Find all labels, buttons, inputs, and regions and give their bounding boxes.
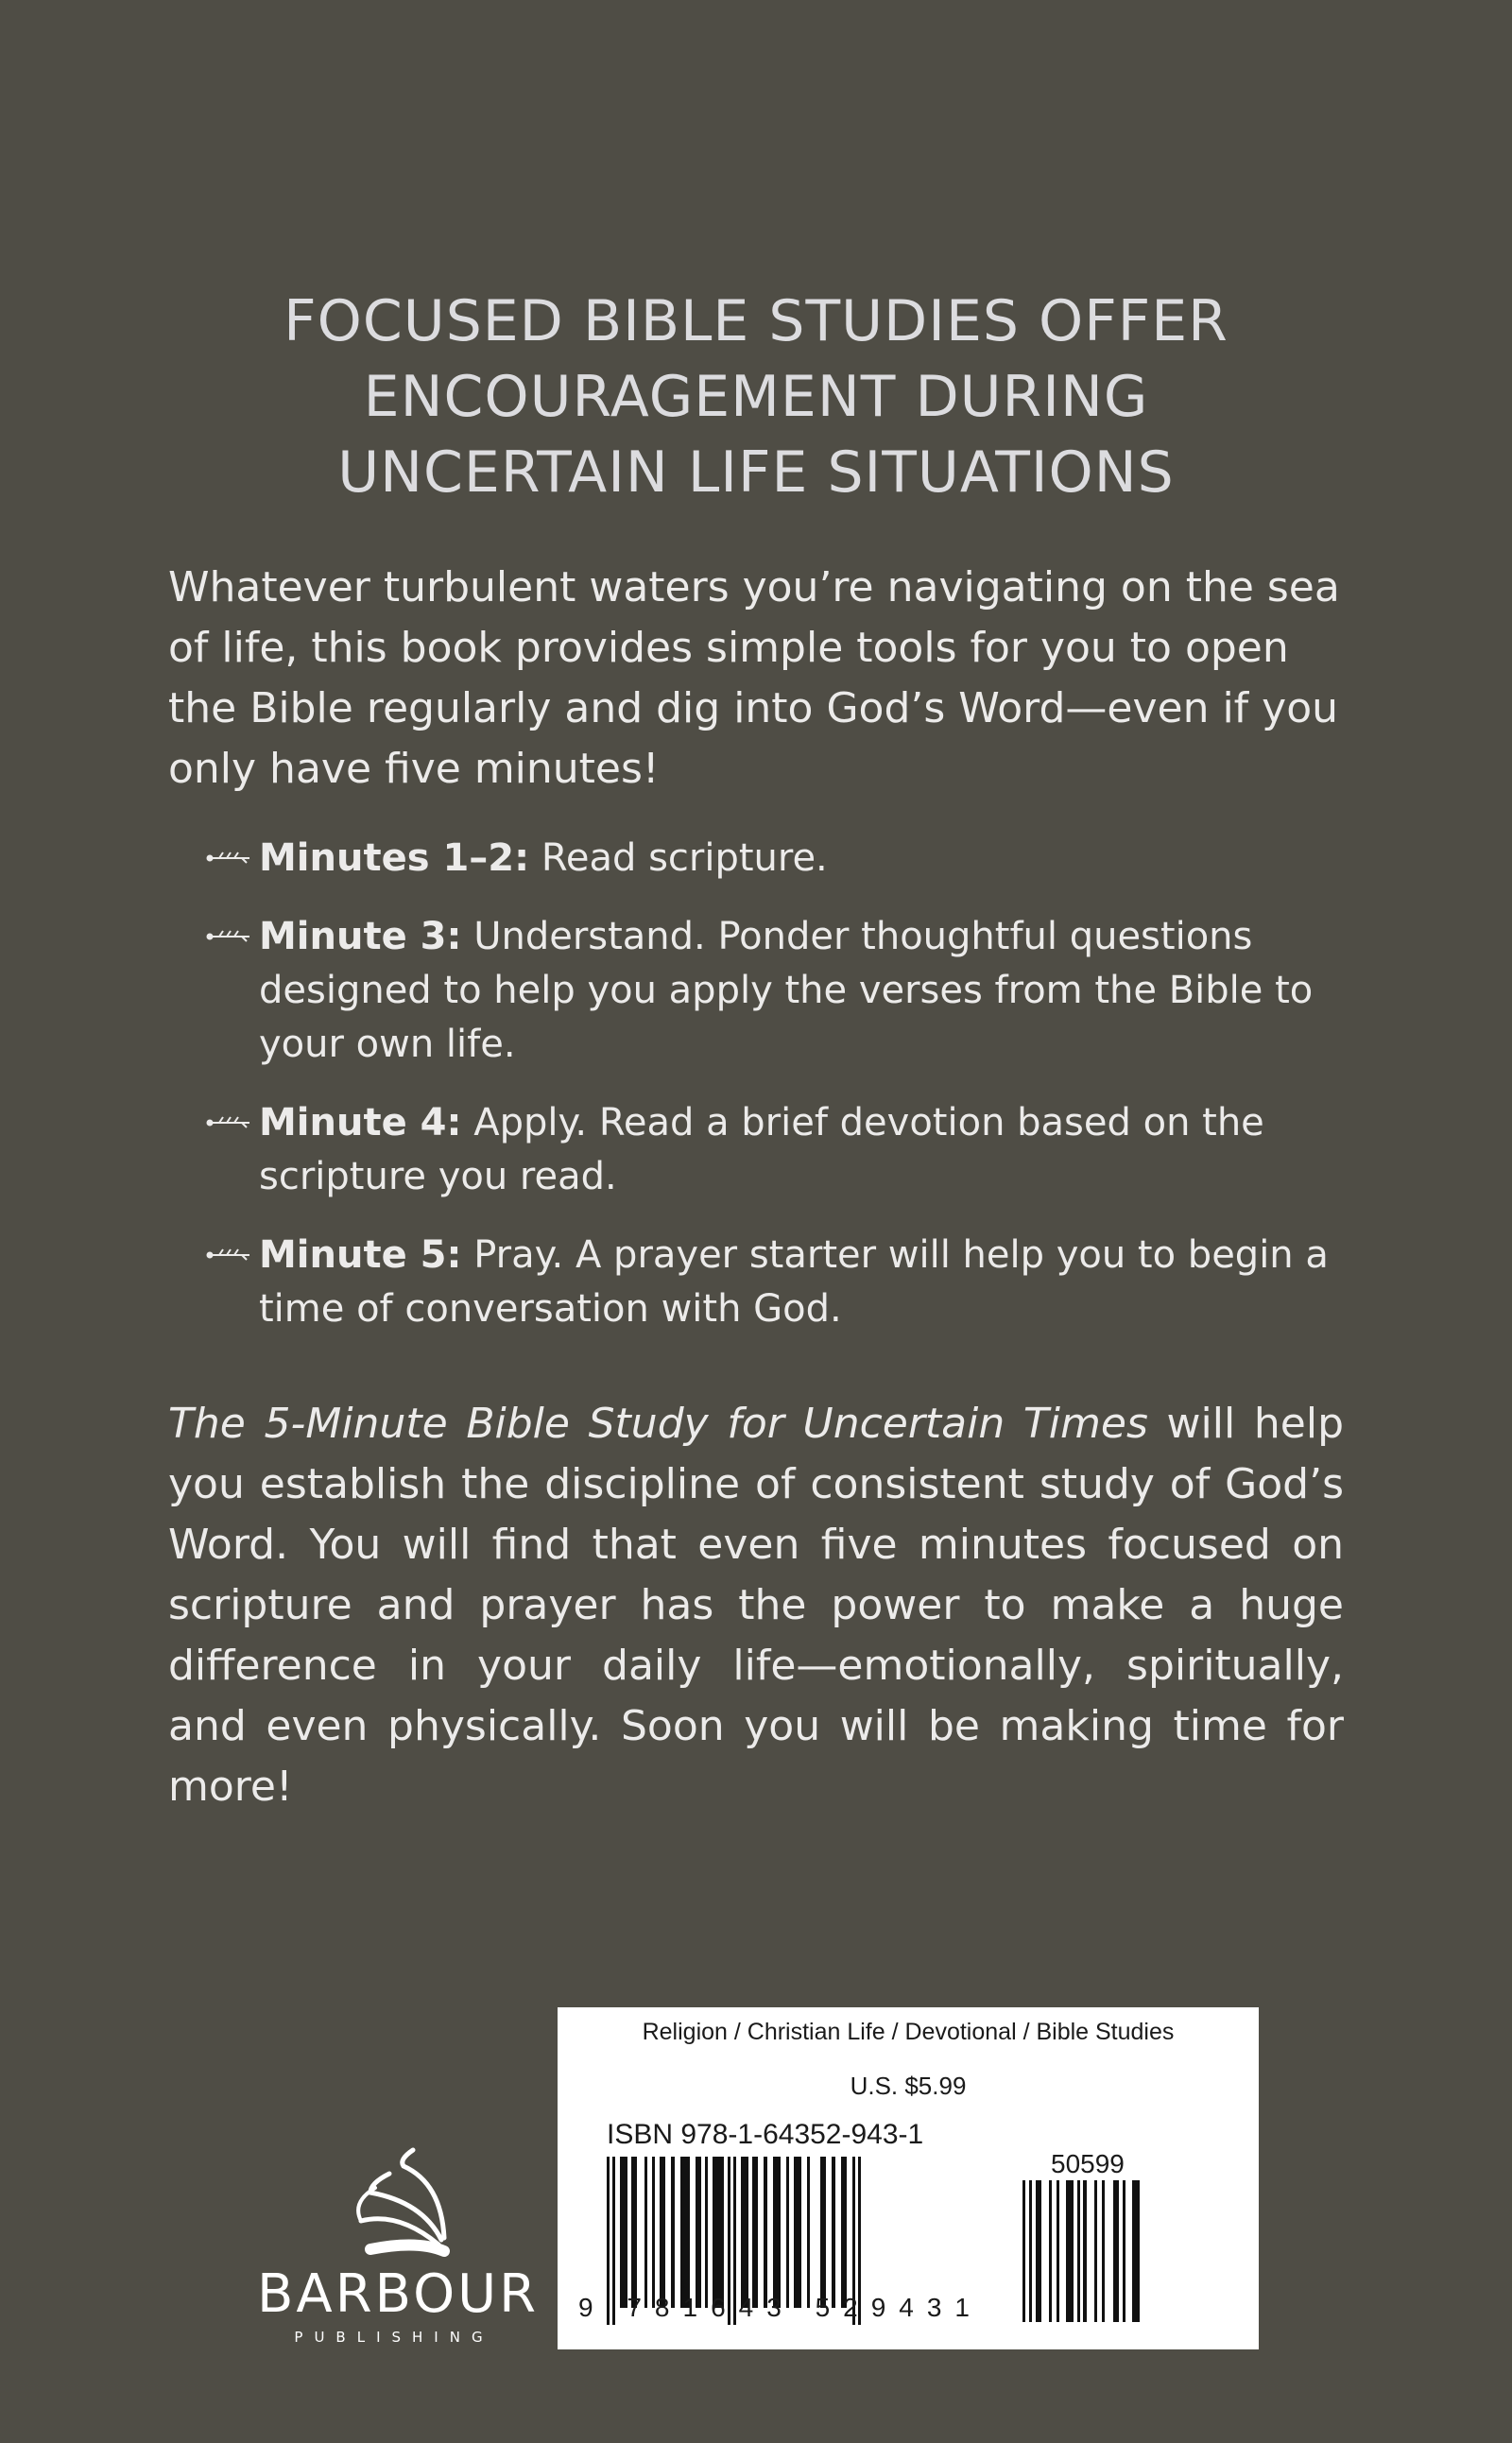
addon-barcode xyxy=(1022,2180,1145,2322)
publisher-logo xyxy=(257,2145,540,2346)
steps-list xyxy=(206,832,1340,1361)
headline-line-2: ENCOURAGEMENT DURING xyxy=(363,364,1149,430)
book-title: The 5-Minute Bible Study for Uncertain Times xyxy=(168,1400,1148,1448)
sprig-icon xyxy=(206,1246,253,1265)
open-book-icon xyxy=(333,2145,455,2259)
isbn-text: ISBN 978-1-64352-943-1 xyxy=(607,2119,924,2150)
headline-line-3: UNCERTAIN LIFE SITUATIONS xyxy=(337,439,1175,506)
step-label: Minute 3: xyxy=(259,915,462,958)
step-item xyxy=(206,1096,1340,1204)
ean-digits: 9 781643 529431 xyxy=(578,2293,983,2322)
step-text: Apply. Read a brief devotion based on the scripture you read. xyxy=(259,1101,1264,1198)
step-text: Understand. Ponder thoughtful questions designed to help you apply the verses from the Bible to your own life. xyxy=(259,915,1314,1066)
publisher-name: BARBOUR xyxy=(257,2263,540,2325)
price-addon-code: 50599 xyxy=(1051,2149,1125,2178)
closing-text: will help you establish the discipline of consistent study of God’s Word. You will find that even five minutes focused on scripture and prayer has the power to make a huge difference in your daily life—emotionally, spiritually, and even physically. Soon you will be making time for more! xyxy=(168,1400,1344,1811)
sprig-icon xyxy=(206,849,253,868)
step-label: Minutes 1–2: xyxy=(259,836,530,880)
closing-paragraph xyxy=(168,1394,1344,1817)
headline xyxy=(0,284,1512,510)
step-item xyxy=(206,910,1340,1072)
intro-paragraph: Whatever turbulent waters you’re navigating on the sea of life, this book provides simple tools for you to open the Bible regularly and dig into God’s Word—even if you only have five minutes! xyxy=(168,563,1340,793)
step-label: Minute 5: xyxy=(259,1233,462,1277)
headline-line-1: FOCUSED BIBLE STUDIES OFFER xyxy=(284,288,1228,354)
step-item xyxy=(206,832,1340,886)
sprig-icon xyxy=(206,927,253,946)
barcode-label xyxy=(558,2007,1259,2349)
step-text: Pray. A prayer starter will help you to begin a time of conversation with God. xyxy=(259,1233,1329,1331)
step-text: Read scripture. xyxy=(529,836,828,880)
publisher-sub: PUBLISHING xyxy=(294,2329,494,2346)
step-item xyxy=(206,1229,1340,1336)
price-text: U.S. $5.99 xyxy=(850,2072,967,2100)
category-text: Religion / Christian Life / Devotional / Bible Studies xyxy=(642,2019,1175,2045)
step-label: Minute 4: xyxy=(259,1101,462,1144)
sprig-icon xyxy=(206,1113,253,1132)
